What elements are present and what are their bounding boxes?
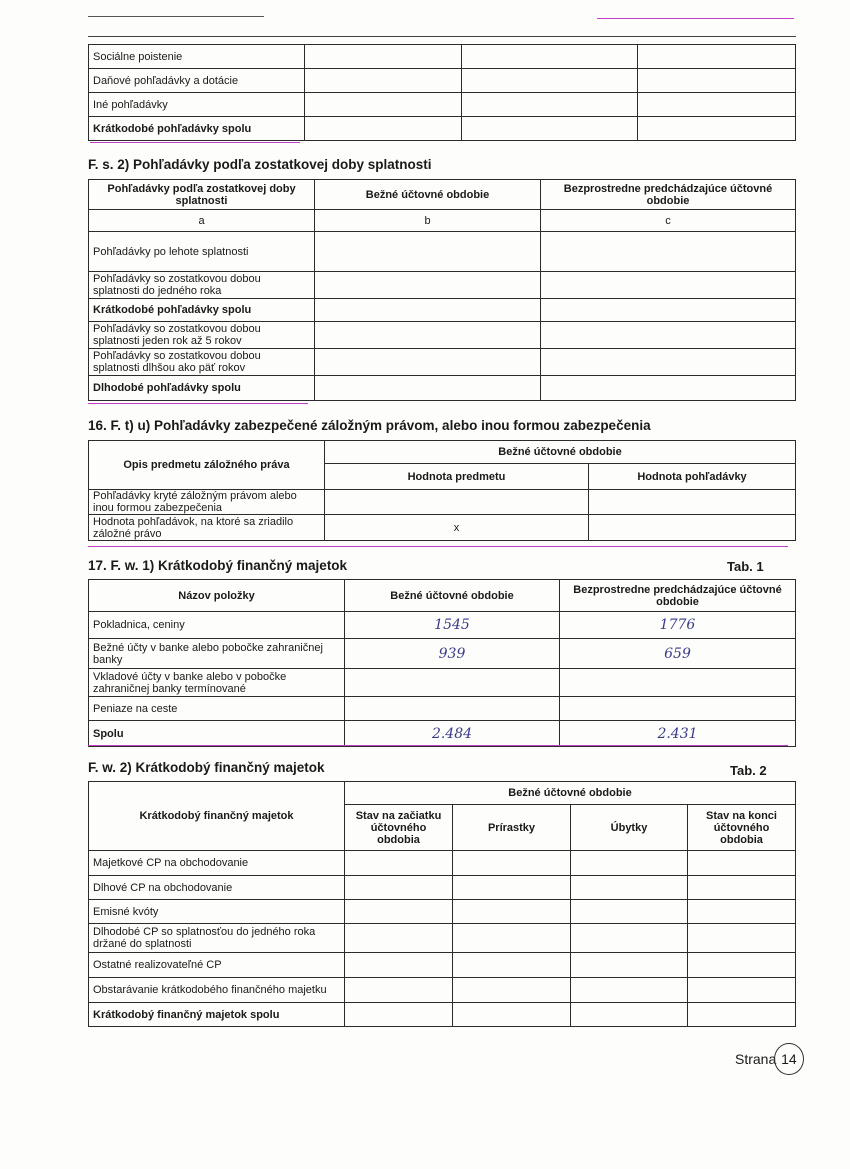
- value-previous: 1776: [560, 612, 796, 639]
- page-number: 14: [774, 1043, 804, 1075]
- page-label: Strana: [735, 1051, 777, 1067]
- row-label: Daňové pohľadávky a dotácie: [89, 69, 305, 93]
- header-current-period: Bežné účtovné obdobie: [325, 441, 796, 464]
- header-additions: Prírastky: [453, 805, 571, 851]
- secured-receivables-table: [88, 440, 796, 541]
- row-label-total: Krátkodobé pohľadávky spolu: [89, 117, 305, 141]
- section-title-16: 16. F. t) u) Pohľadávky zabezpečené záložným právom, alebo inou formou zabezpečenia: [88, 418, 651, 433]
- row-label: Peniaze na ceste: [89, 697, 345, 721]
- top-left-rule: [88, 16, 264, 17]
- tab-label-2: Tab. 2: [730, 763, 767, 778]
- row-label: Hodnota pohľadávok, na ktoré sa zriadilo záložné právo: [89, 515, 325, 541]
- section-title-fw2: F. w. 2) Krátkodobý finančný majetok: [88, 760, 325, 775]
- row-label-total: Krátkodobý finančný majetok spolu: [89, 1003, 345, 1027]
- value-previous: 659: [560, 639, 796, 669]
- header-receivables: Pohľadávky podľa zostatkovej doby splatnosti: [89, 180, 315, 210]
- col-letter-c: c: [541, 210, 796, 232]
- receivables-maturity-table: [88, 179, 796, 401]
- header-current-period: Bežné účtovné obdobie: [315, 180, 541, 210]
- financial-assets-table-2: [88, 781, 796, 1027]
- section-title-17: 17. F. w. 1) Krátkodobý finančný majetok: [88, 558, 348, 573]
- row-label: Pohľadávky po lehote splatnosti: [89, 232, 315, 272]
- financial-assets-table-1: [88, 579, 796, 747]
- row-label: Pokladnica, ceniny: [89, 612, 345, 639]
- value-current: [345, 669, 560, 697]
- row-label-total: Krátkodobé pohľadávky spolu: [89, 299, 315, 322]
- value-current: [345, 697, 560, 721]
- header-opening: Stav na začiatku účtovného obdobia: [345, 805, 453, 851]
- row-label-total: Spolu: [89, 721, 345, 747]
- col-letter-a: a: [89, 210, 315, 232]
- row-label: Pohľadávky kryté záložným právom alebo inou formou zabezpečenia: [89, 490, 325, 515]
- row-label: Ostatné realizovateľné CP: [89, 953, 345, 978]
- header-closing: Stav na konci účtovného obdobia: [688, 805, 796, 851]
- row-label-total: Dlhodobé pohľadávky spolu: [89, 376, 315, 401]
- scan-streak: [88, 546, 788, 547]
- row-label: Dlhové CP na obchodovanie: [89, 876, 345, 900]
- tab-label-1: Tab. 1: [727, 559, 764, 574]
- top-separator: [88, 36, 796, 37]
- header-current-period: Bežné účtovné obdobie: [345, 580, 560, 612]
- header-previous-period: Bezprostredne predchádzajúce účtovné obdobie: [560, 580, 796, 612]
- row-label: Pohľadávky so zostatkovou dobou splatnosti jeden rok až 5 rokov: [89, 322, 315, 349]
- header-current-period: Bežné účtovné obdobie: [345, 782, 796, 805]
- row-label: Emisné kvóty: [89, 900, 345, 924]
- header-name: Krátkodobý finančný majetok: [89, 782, 345, 851]
- row-label: Vkladové účty v banke alebo v pobočke zahraničnej banky termínované: [89, 669, 345, 697]
- value-previous: [560, 697, 796, 721]
- value-current: 939: [345, 639, 560, 669]
- scan-streak: [88, 745, 788, 746]
- header-item-name: Názov položky: [89, 580, 345, 612]
- row-label: Iné pohľadávky: [89, 93, 305, 117]
- row-label: Pohľadávky so zostatkovou dobou splatnosti dlhšou ako päť rokov: [89, 349, 315, 376]
- row-label: Obstarávanie krátkodobého finančného majetku: [89, 978, 345, 1003]
- scan-streak: [90, 142, 300, 143]
- row-label: Dlhodobé CP so splatnosťou do jedného roka držané do splatnosti: [89, 924, 345, 953]
- top-right-magenta-rule: [597, 18, 794, 19]
- x-mark: x: [325, 515, 589, 541]
- header-previous-period: Bezprostredne predchádzajúce účtovné obdobie: [541, 180, 796, 210]
- value-previous-total: 2.431: [560, 721, 796, 747]
- page-number-footer: [735, 1043, 804, 1075]
- value-previous: [560, 669, 796, 697]
- header-receivable: Hodnota pohľadávky: [589, 464, 796, 490]
- section-title-fs2: F. s. 2) Pohľadávky podľa zostatkovej doby splatnosti: [88, 157, 432, 172]
- header-value: Hodnota predmetu: [325, 464, 589, 490]
- row-label: Sociálne poistenie: [89, 45, 305, 69]
- row-label: Majetkové CP na obchodovanie: [89, 851, 345, 876]
- scan-streak: [88, 403, 308, 404]
- receivables-table-part: [88, 44, 796, 141]
- row-label: Bežné účty v banke alebo pobočke zahraničnej banky: [89, 639, 345, 669]
- value-current-total: 2.484: [345, 721, 560, 747]
- header-disposals: Úbytky: [571, 805, 688, 851]
- row-label: Pohľadávky so zostatkovou dobou splatnosti do jedného roka: [89, 272, 315, 299]
- header-desc: Opis predmetu záložného práva: [89, 441, 325, 490]
- col-letter-b: b: [315, 210, 541, 232]
- value-current: 1545: [345, 612, 560, 639]
